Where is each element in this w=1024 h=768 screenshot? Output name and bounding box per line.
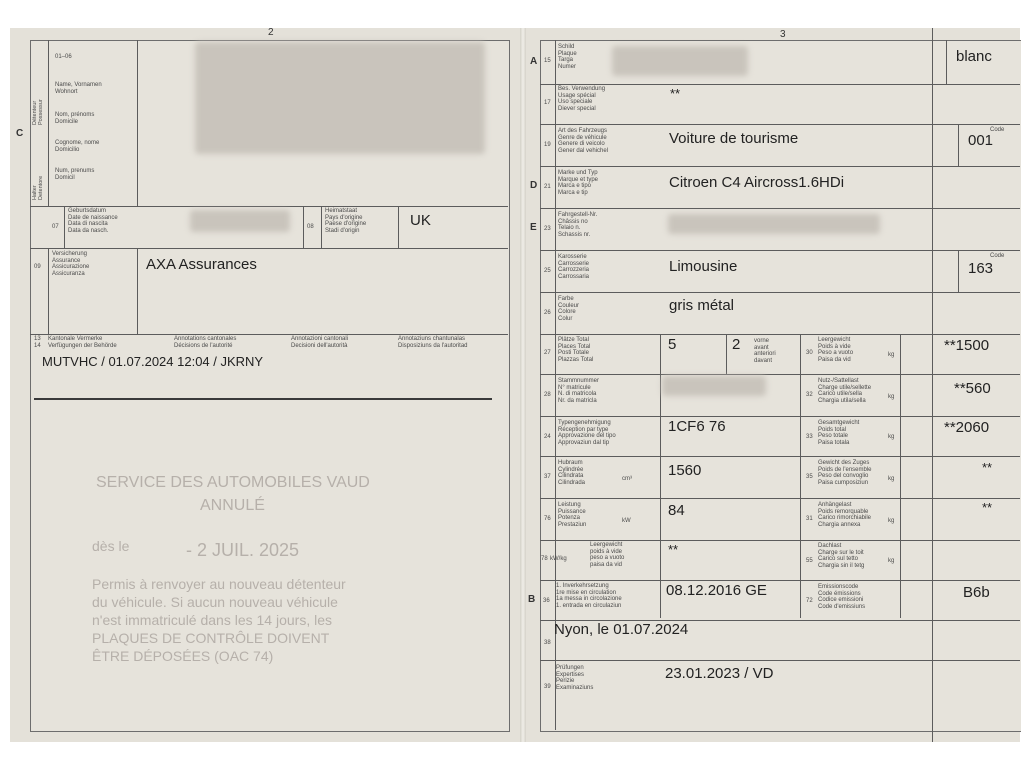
r33-label: Gesamtgewicht Poids total Peso totale Paisa totala xyxy=(818,420,860,446)
empty-weight-value: **1500 xyxy=(944,337,990,354)
holder-label-rm: Num, prenums Domicil xyxy=(55,168,95,181)
authority-label-4: Annotaziuns chantunalas Disposiziuns da l'autoritad xyxy=(398,336,468,349)
r33-num: 33 xyxy=(806,434,813,440)
payload-value: **560 xyxy=(954,380,991,397)
r21-label: Marke und Typ Marque et type Marca e tipo Marca e tip xyxy=(558,170,599,196)
r15-num: 15 xyxy=(544,58,551,64)
r26-label: Farbe Couleur Colore Colur xyxy=(558,296,580,322)
r35-label: Gewicht des Zuges Poids de l'ensemble Peso del convoglio Paisa cumposiziun xyxy=(818,460,872,486)
holder-side-label-2: Halter xyxy=(32,185,38,200)
holder-side-label-4: Possessur xyxy=(38,99,44,125)
r25-label: Karosserie Carrosserie Carrozzeria Carrossaria xyxy=(558,254,590,280)
r19-label: Art des Fahrzeugs Genre de véhicule Genere di veicolo Gener dal vehichel xyxy=(558,128,609,154)
column-number-left: 2 xyxy=(268,27,274,38)
r24-num: 24 xyxy=(544,434,551,440)
seats-total-value: 5 xyxy=(668,336,677,353)
page-fold xyxy=(520,28,526,742)
redacted-holder-name xyxy=(195,42,485,154)
seats-front-value: 2 xyxy=(732,336,741,353)
holder-label-it: Cognome, nome Domicilio xyxy=(55,140,100,153)
r78-label: kW/kg xyxy=(550,556,567,562)
r28-label: Stammnummer N° matricule N. di matricola Nr. da matricla xyxy=(558,378,600,404)
r30-num: 30 xyxy=(806,350,813,356)
authority-num-14: 14 xyxy=(34,343,41,349)
holder-code: 01–06 xyxy=(55,54,72,60)
r78-sub: Leergewicht poids à vide peso a vuoto paisa da vid xyxy=(590,542,625,568)
r36-num: 36 xyxy=(543,598,550,604)
r37-unit: cm³ xyxy=(622,476,632,482)
stamp-line-3: dès le xyxy=(92,538,130,554)
first-registration-value: 08.12.2016 GE xyxy=(666,582,767,599)
r55-unit: kg xyxy=(888,558,895,564)
insurance-num: 09 xyxy=(34,264,41,270)
inspection-value: 23.01.2023 / VD xyxy=(665,665,774,682)
r36-label: 1. Inverkehrsetzung 1re mise en circulation 1a messa in circolazione 1. entrada en circulaziun xyxy=(556,583,622,609)
stamp-line-4: Permis à renvoyer au nouveau détenteur xyxy=(92,576,346,592)
towing-weight-value: ** xyxy=(982,500,993,515)
stamp-line-5: du véhicule. Si aucun nouveau véhicule xyxy=(92,594,338,610)
r30-label: Leergewicht Poids à vide Peso a vuoto Paisa da vid xyxy=(818,337,854,363)
r28-num: 28 xyxy=(544,392,551,398)
displacement-value: 1560 xyxy=(668,462,702,479)
make-model-value: Citroen C4 Aircross1.6HDi xyxy=(669,174,845,191)
r17-label: Bes. Verwendung Usage spécial Uso speciale Diever special xyxy=(558,86,606,112)
redacted-plate xyxy=(612,46,748,76)
authority-label-2: Annotations cantonales Décisions de l'autorité xyxy=(174,336,237,349)
holder-side-label-1: Détenteur xyxy=(32,100,38,125)
type-approval-value: 1CF6 76 xyxy=(668,418,726,435)
issue-place-date: Nyon, le 01.07.2024 xyxy=(554,621,689,638)
side-letter-e: E xyxy=(530,222,537,233)
r37-label: Hubraum Cylindrée Cilindrata Cilindrada xyxy=(558,460,586,486)
r55-label: Dachlast Charge sur le toit Carico sul tetto Chargia sin il tetg xyxy=(818,543,865,569)
stamp-line-1: SERVICE DES AUTOMOBILES VAUD xyxy=(96,474,370,491)
r38-num: 38 xyxy=(544,640,551,646)
seats-front-label: vorne avant anteriori davant xyxy=(754,338,776,364)
r25-num: 25 xyxy=(544,268,551,274)
stamp-date: - 2 JUIL. 2025 xyxy=(186,540,300,560)
r17-num: 17 xyxy=(544,100,551,106)
r37-num: 37 xyxy=(544,474,551,480)
r39-label: Prüfungen Expertises Perizie Examinaziuns xyxy=(556,665,594,691)
r26-num: 26 xyxy=(544,310,551,316)
origin-value: UK xyxy=(410,212,431,229)
redacted-matricule xyxy=(662,376,766,396)
insurance-value: AXA Assurances xyxy=(146,256,257,273)
authority-label-3: Annotazioni cantonali Decisioni dell'autorità xyxy=(291,336,349,349)
r31-unit: kg xyxy=(888,518,895,524)
train-weight-value: ** xyxy=(982,460,993,475)
r76-label: Leistung Puissance Potenza Prestaziun xyxy=(558,502,587,528)
plate-colour: blanc xyxy=(956,48,992,65)
r27-num: 27 xyxy=(544,350,551,356)
redacted-birth-date xyxy=(190,210,290,232)
emission-code-value: B6b xyxy=(963,584,990,601)
body-value: Limousine xyxy=(669,258,738,275)
body-code: 163 xyxy=(968,260,994,277)
total-weight-value: **2060 xyxy=(944,419,990,436)
body-code-label: Code xyxy=(990,253,1005,259)
insurance-label: Versicherung Assurance Assicurazione Assicuranza xyxy=(52,251,90,277)
column-number-right: 3 xyxy=(780,29,786,40)
power-value: 84 xyxy=(668,502,685,519)
r72-num: 72 xyxy=(806,598,813,604)
r35-num: 35 xyxy=(806,474,813,480)
stamp-line-8: ÊTRE DÉPOSÉES (OAC 74) xyxy=(92,648,274,664)
r39-num: 39 xyxy=(544,684,551,690)
holder-label-de: Name, Vornamen Wohnort xyxy=(55,82,102,95)
origin-num: 08 xyxy=(307,224,314,230)
authority-label-1: Kantonale Vermerke Verfügungen der Behörde xyxy=(48,336,117,349)
r23-num: 23 xyxy=(544,226,551,232)
r33-unit: kg xyxy=(888,434,895,440)
side-letter-a: A xyxy=(530,56,538,67)
special-use-value: ** xyxy=(670,86,681,101)
r31-num: 31 xyxy=(806,516,813,522)
r30-unit: kg xyxy=(888,352,895,358)
vehicle-type-value: Voiture de tourisme xyxy=(669,130,799,147)
r55-num: 55 xyxy=(806,558,813,564)
stamp-line-7: PLAQUES DE CONTRÔLE DOIVENT xyxy=(92,630,330,646)
r31-label: Anhängelast Poids remorquable Carico rimorchiabile Chargia annexa xyxy=(818,502,872,528)
birth-num: 07 xyxy=(52,224,59,230)
r32-label: Nutz-/Sattellast Charge utile/sellette Carico utile/sella Chargia utila/sella xyxy=(818,378,872,404)
r35-unit: kg xyxy=(888,476,895,482)
r21-num: 21 xyxy=(544,184,551,190)
r78-num: 78 xyxy=(541,556,548,562)
r72-label: Emissionscode Code émissions Codice emissioni Code d'emissiuns xyxy=(818,584,866,610)
r24-label: Typengenehmigung Réception par type Approvazione del tipo Approvaziun dal tip xyxy=(558,420,616,446)
vehicle-type-code-label: Code xyxy=(990,127,1005,133)
stamp-line-2: ANNULÉ xyxy=(200,497,265,514)
power-weight-value: ** xyxy=(668,542,679,557)
vehicle-type-code: 001 xyxy=(968,132,994,149)
origin-label: Heimatstaat Pays d'origine Paese d'origine Stadi d'origin xyxy=(325,208,367,234)
holder-label-fr: Nom, prénoms Domicile xyxy=(55,112,95,125)
r76-unit: kW xyxy=(622,518,631,524)
side-letter-b: B xyxy=(528,594,536,605)
r76-num: 76 xyxy=(544,516,551,522)
r32-unit: kg xyxy=(888,394,895,400)
side-letter-c: C xyxy=(16,128,24,139)
r23-label: Fahrgestell-Nr. Châssis no Telaio n. Schassis nr. xyxy=(558,212,598,238)
authority-value: MUTVHC / 01.07.2024 12:04 / JKRNY xyxy=(42,354,264,369)
r27-label: Plätze Total Places Total Posti Totale Plazzas Total xyxy=(558,337,594,363)
birth-label: Geburtsdatum Date de naissance Data di nascita Data da nasch. xyxy=(68,208,118,234)
colour-value: gris métal xyxy=(669,297,735,314)
r15-label: Schild Plaque Targa Numer xyxy=(558,44,577,70)
r19-num: 19 xyxy=(544,142,551,148)
side-letter-d: D xyxy=(530,180,538,191)
authority-num-13: 13 xyxy=(34,336,41,342)
stamp-line-6: n'est immatriculé dans les 14 jours, les xyxy=(92,612,332,628)
r32-num: 32 xyxy=(806,392,813,398)
redacted-chassis xyxy=(668,214,880,234)
holder-side-label-3: Detentore xyxy=(38,175,44,200)
